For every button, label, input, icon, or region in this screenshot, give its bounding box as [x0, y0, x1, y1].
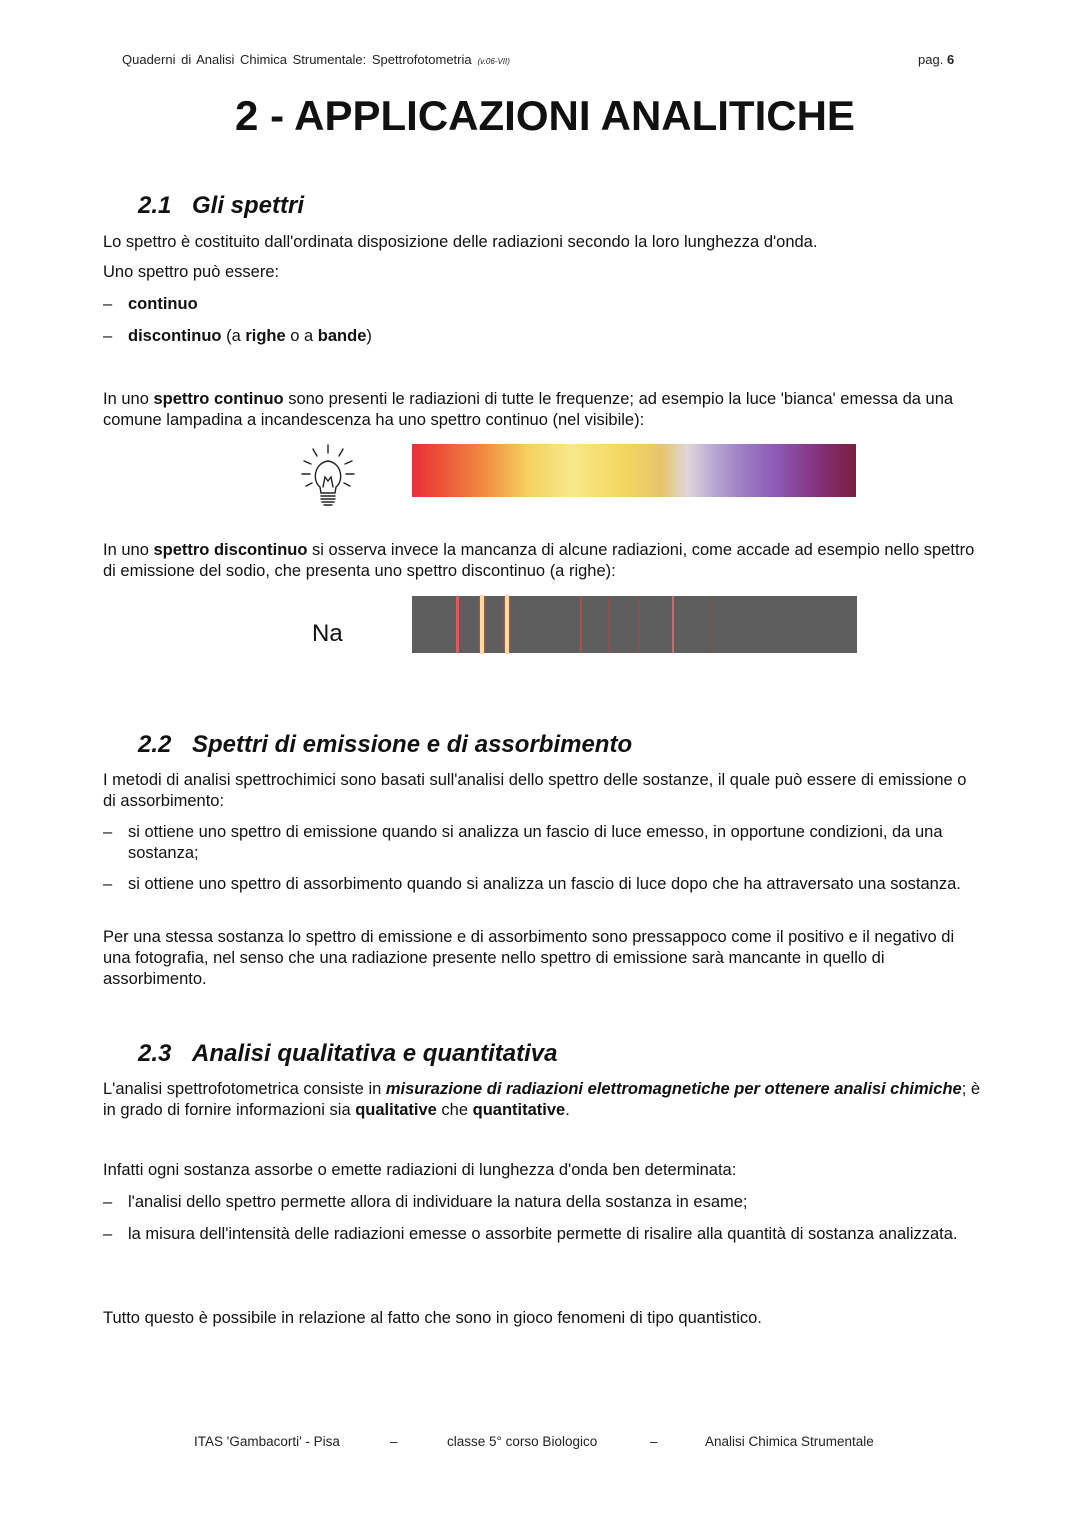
- chapter-title: 2 - APPLICAZIONI ANALITICHE: [235, 92, 855, 139]
- footer-separator: –: [390, 1434, 398, 1449]
- running-header: [122, 52, 510, 67]
- paragraph: L'analisi spettrofotometrica consiste in misurazione di radiazioni elettromagnetiche per ottenere analisi chimiche; è in grado di fornire informazioni sia qualitative che quantitative.: [103, 1080, 981, 1119]
- spectral-line: [672, 596, 674, 653]
- paragraph: I metodi di analisi spettrochimici sono basati sull'analisi dello spettro delle sostanze, il quale può essere di emissione o di assorbimento:: [103, 771, 967, 810]
- spectral-line: [608, 596, 610, 653]
- spectral-line: [456, 596, 459, 653]
- footer-class: classe 5° corso Biologico: [447, 1434, 598, 1449]
- footer-school: ITAS 'Gambacorti' - Pisa: [194, 1434, 340, 1449]
- spectral-line: [505, 596, 509, 653]
- section-heading-2-2: 2.2 Spettri di emissione e di assorbimento: [138, 731, 633, 758]
- section-heading-2-3: 2.3 Analisi qualitativa e quantitativa: [138, 1040, 558, 1067]
- list-item: – si ottiene uno spettro di assorbimento quando si analizza un fascio di luce dopo che ha attraversato una sostanza.: [103, 875, 961, 893]
- paragraph: Lo spettro è costituito dall'ordinata disposizione delle radiazioni secondo la loro lunghezza d'onda.: [103, 233, 818, 251]
- spectral-line: [580, 596, 582, 653]
- list-item: – la misura dell'intensità delle radiazioni emesse o assorbite permette di risalire alla quantità di sostanza analizzata.: [103, 1225, 958, 1243]
- header-title: Quaderni di Analisi Chimica Strumentale: Spettrofotometria: [122, 52, 472, 67]
- list-item: – si ottiene uno spettro di emissione quando si analizza un fascio di luce emesso, in opportune condizioni, da una sostanza;: [103, 823, 943, 862]
- page-number: pag. 6: [918, 52, 955, 67]
- sodium-line-spectrum: [412, 596, 857, 653]
- list-item: – l'analisi dello spettro permette allora di individuare la natura della sostanza in esame;: [103, 1193, 748, 1211]
- spectral-line: [638, 596, 640, 653]
- paragraph: In uno spettro continuo sono presenti le radiazioni di tutte le frequenze; ad esempio la luce 'bianca' emessa da una comune lampadina a incandescenza ha uno spettro continuo (nel visibile):: [103, 390, 954, 429]
- paragraph: In uno spettro discontinuo si osserva invece la mancanza di alcune radiazioni, come accade ad esempio nello spettro di emissione del sodio, che presenta uno spettro discontinuo (a righe):: [103, 541, 975, 580]
- spectral-line: [480, 596, 484, 653]
- list-item: – continuo: [103, 295, 198, 313]
- section-heading-2-1: 2.1 Gli spettri: [138, 192, 305, 219]
- list-item: – discontinuo (a righe o a bande): [103, 327, 372, 345]
- sodium-label: Na: [312, 620, 343, 647]
- paragraph: Per una stessa sostanza lo spettro di emissione e di assorbimento sono pressappoco come il positivo e il negativo di una fotografia, nel senso che una radiazione presente nello spettro di emissione sarà mancante in quello di assorbimento.: [103, 928, 955, 988]
- paragraph: Tutto questo è possibile in relazione al fatto che sono in gioco fenomeni di tipo quantistico.: [103, 1309, 762, 1327]
- footer-subject: Analisi Chimica Strumentale: [705, 1434, 874, 1449]
- spectral-line: [710, 596, 712, 653]
- footer-separator: –: [650, 1434, 658, 1449]
- lightbulb-icon: [298, 443, 358, 509]
- paragraph: Uno spettro può essere:: [103, 263, 280, 281]
- continuous-spectrum: [412, 444, 856, 497]
- paragraph: Infatti ogni sostanza assorbe o emette radiazioni di lunghezza d'onda ben determinata:: [103, 1161, 737, 1179]
- header-version: (v.06-VII): [477, 57, 510, 66]
